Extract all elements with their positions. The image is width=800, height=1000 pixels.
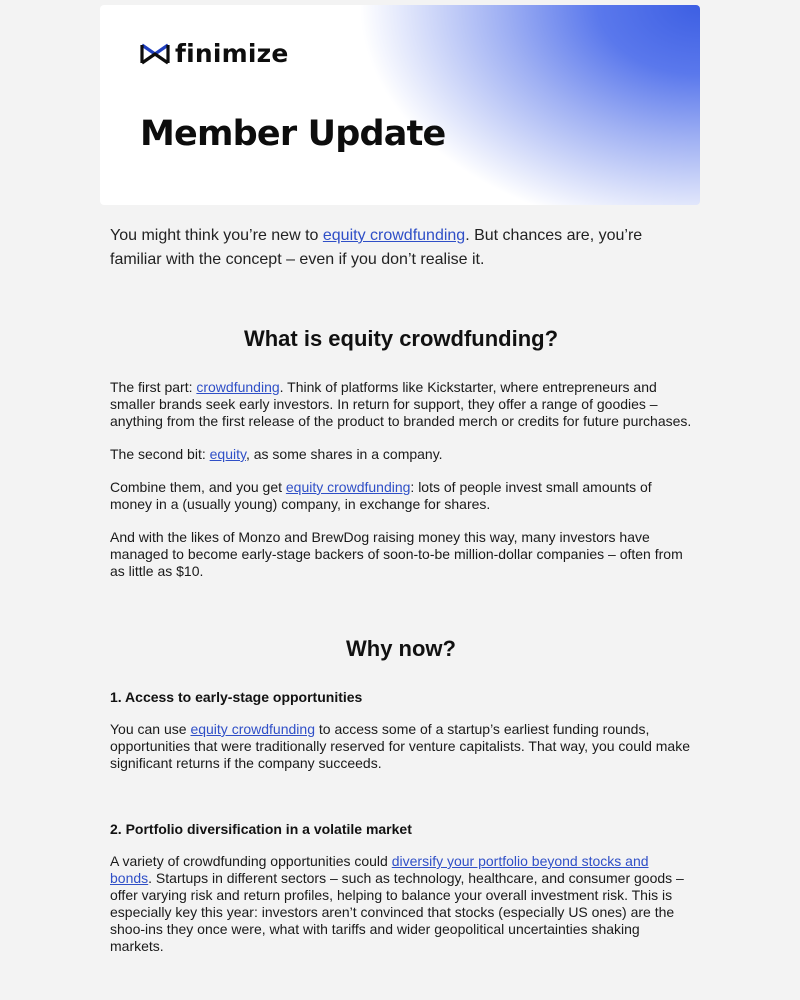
diversify-portfolio-link[interactable]: diversify your portfolio beyond stocks and bonds bbox=[110, 853, 649, 886]
intro-text-cont: . But chances are, you’re familiar with the concept – even if you don’t realise it. bbox=[110, 227, 643, 268]
text: You can use bbox=[110, 721, 191, 737]
header-banner bbox=[100, 5, 700, 205]
text: The second bit: bbox=[110, 446, 210, 462]
text: A variety of crowdfunding opportunities could bbox=[110, 853, 392, 869]
finimize-logo-icon bbox=[140, 43, 170, 65]
section-heading-why-now: Why now? bbox=[346, 636, 456, 661]
equity-crowdfunding-link[interactable]: equity crowdfunding bbox=[322, 227, 466, 244]
equity-link[interactable]: equity bbox=[209, 446, 246, 462]
text: Combine them, and you get bbox=[110, 479, 286, 495]
section-heading-what: What is equity crowdfunding? bbox=[243, 326, 559, 351]
text: . Think of platforms like Kickstarter, where entrepreneurs and smaller brands seek early investors. In return for support, they offer a range of goodies – anything from the first release of the product to branded merch or credits for future purchases. bbox=[110, 379, 692, 429]
text: : lots of people invest small amounts of money in a (usually young) company, in exchange for shares. bbox=[110, 479, 652, 512]
paragraph-equity bbox=[110, 446, 692, 463]
equity-crowdfunding-link-3[interactable]: equity crowdfunding bbox=[190, 721, 315, 737]
crowdfunding-link[interactable]: crowdfunding bbox=[196, 379, 280, 395]
article-body bbox=[110, 224, 692, 955]
intro-text: You might think you’re new to bbox=[110, 227, 323, 244]
text: , as some shares in a company. bbox=[245, 446, 443, 462]
text: . Startups in different sectors – such as technology, healthcare, and consumer goods – offer varying risk and return profiles, helping to balance your overall investment risk. This is especially key this year: investors aren’t convinced that stocks (especially US ones) are the shoo-ins they once were, what with tariffs and wider geopolitical uncertainties shaking markets. bbox=[110, 870, 684, 954]
paragraph-combine bbox=[110, 479, 692, 513]
paragraph-crowdfunding bbox=[110, 379, 692, 430]
paragraph-diversification bbox=[110, 853, 692, 955]
intro-paragraph bbox=[110, 224, 692, 272]
page-title: Member Update bbox=[140, 114, 446, 154]
brand-name: finimize bbox=[175, 39, 289, 68]
paragraph-access bbox=[110, 721, 692, 772]
paragraph-monzo: And with the likes of Monzo and BrewDog raising money this way, many investors have managed to become early-stage backers of soon-to-be million-dollar companies – often from as little as $10. bbox=[110, 529, 683, 579]
brand-logo[interactable] bbox=[140, 41, 289, 66]
text: to access some of a startup’s earliest funding rounds, opportunities that were traditionally reserved for venture capitalists. That way, you could make significant returns if the company succeeds. bbox=[110, 721, 690, 771]
text: The first part: bbox=[110, 379, 197, 395]
equity-crowdfunding-link-2[interactable]: equity crowdfunding bbox=[285, 479, 411, 495]
subheading-diversification: 2. Portfolio diversification in a volatile market bbox=[110, 821, 412, 837]
subheading-access: 1. Access to early-stage opportunities bbox=[110, 689, 363, 705]
